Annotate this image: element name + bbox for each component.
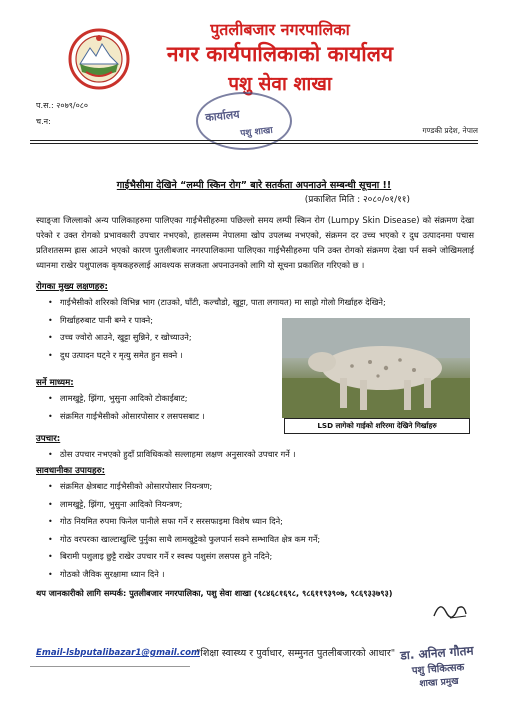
cow-image-icon	[282, 318, 470, 418]
precautions-list	[48, 478, 320, 583]
email-link[interactable]: Email-lsbputalibazar1@gmail.com	[36, 648, 200, 658]
branch-name: पशु सेवा शाखा	[228, 73, 332, 95]
notice-intro: स्याङ्जा जिल्लाको अन्य पालिकाहरुमा पालिएका गाईभैसीहरुमा पछिल्लो समय लम्पी स्किन रोग (Lumpy Skin Disease) को संक्रमण देखा परेको र उक्त रोगको प्रभावकारी उपचार नभएको, हालसम्म नेपालमा खोप उपलब्ध नभएको, संक्रमन दर उच्च भएको र दुध उत्पादनमा पचास प्रतिशतसम्म ह्रास आउने भएको कारण पुतलीबजार नगरपालिकामा पालिएका गाईभैसीहरुमा पनि उक्त रोगको संक्रमण देखा पर्न सक्ने जोखिमलाई ध्यानमा राखेर पशुपालक कृषकहरुलाई आवश्यक सजकता अपनाउनको लागि यो सूचना प्रकाशित गरिएको छ ।	[36, 215, 474, 270]
list-item: • दुध उत्पादन घट्ने र मृत्यु समेत हुन सक्ने ।	[48, 349, 183, 360]
photo-caption: LSD लागेको गाईको शरिरमा देखिने गिर्खाहरु	[284, 418, 470, 434]
list-item: • लामखुट्टे, झिंगा, भुसुना आदिको नियन्त्रण;	[48, 498, 183, 509]
footer-divider	[30, 666, 190, 667]
municipality-name: पुतलीबजार नगरपालिका	[210, 20, 350, 39]
nepal-emblem-icon	[68, 28, 130, 90]
dispatch-number: च.न:	[36, 117, 51, 126]
municipality-slogan: "शिक्षा स्वास्थ्य र पुर्वाधार, सम्मुनत पुतलीबजारको आधार"	[196, 648, 396, 659]
list-item: • उच्च ज्वोरो आउने, खुट्टा सुन्निने, र खोच्याउने;	[48, 332, 192, 342]
header-divider-2	[30, 143, 478, 144]
office-name: नगर कार्यपालिकाको कार्यालय	[166, 42, 394, 66]
officer-role: शाखा प्रमुख	[419, 676, 459, 690]
cow-photo	[282, 318, 470, 418]
office-stamp-text-2: पशु शाखा	[239, 125, 274, 140]
officer-name: डा. अनिल गौतम	[399, 643, 475, 663]
treatment-list	[48, 446, 295, 464]
precautions-title: सावधानीका उपायहरु:	[36, 466, 106, 476]
list-item: • संक्रमित क्षेत्रबाट गाईभैसीको ओसारपोसार नियन्त्रण;	[48, 481, 213, 491]
list-item: • गोठ नियमित रुपमा फिनेल पानीले सफा गर्ने र सरसफाइमा विशेष ध्यान दिने;	[48, 516, 283, 526]
publish-date: (प्रकाशित मिति : २०८०/०१/११)	[304, 195, 410, 205]
list-item: • ठोस उपचार नभएको हुदाँ प्राविधिकको सल्लाहमा लक्षण अनुसारको उपचार गर्ने ।	[48, 449, 296, 459]
letter-number: प.स.: २०७९/०८०	[36, 101, 89, 110]
notice-title: गाईभैसीमा देखिने “लम्पी स्किन रोग” बारे सतर्कता अपनाउने सम्बन्धी सूचना !!	[116, 180, 392, 191]
list-item: • गाईभैसीको शरिरको विभिन्न भाग (टाउको, घाँटी, कल्चौडो, खुट्टा, पाता लगायत) मा साह्रो गोलो गिर्खाहरु देखिने;	[48, 297, 386, 307]
officer-stamp	[394, 633, 482, 703]
list-item: • संक्रमित गाईभैसीको ओसारपोसार र लसपसबाट ।	[48, 410, 205, 421]
header-divider-1	[30, 140, 478, 141]
list-item: • गिर्खाहरुबाट पानी बग्ने र पाक्ने;	[48, 314, 153, 325]
treatment-title: उपचार:	[36, 434, 61, 444]
list-item: • गोठ वरपरका खाल्टाखुल्टि पुर्नुका साथै लामखुट्टेको फुलपार्न सक्ने सम्भावित क्षेत्र कम गर्ने;	[48, 533, 321, 544]
officer-title: पशु चिकित्सक	[411, 662, 465, 677]
list-item: • गोठको जैविक सुरक्षामा ध्यान दिने ।	[48, 568, 165, 579]
contact-info: थप जानकारीको लागि सम्पर्क: पुतलीबजार नगरपालिका, पशु सेवा शाखा (९८४६८१६९८, ९८६११९३९०७, ९८६९३३७९३)	[36, 588, 393, 598]
spread-title: सर्ने माध्यम:	[36, 378, 74, 388]
spread-list	[48, 390, 205, 425]
list-item: • बिरामी पशुलाइ छुट्टै राखेर उपचार गर्ने र स्वस्थ पशुसंग लसपस हुने नदिने;	[48, 551, 273, 561]
office-stamp-text: कार्यालय	[204, 107, 241, 125]
list-item: • लामखुट्टे, झिंगा, भुसुना आदिको टोकाईबाट;	[48, 393, 188, 403]
province-label: गण्डकी प्रदेश, नेपाल	[422, 126, 478, 135]
symptoms-title: रोगका मुख्य लक्षणहरु:	[36, 282, 108, 292]
signature-icon	[430, 598, 470, 622]
